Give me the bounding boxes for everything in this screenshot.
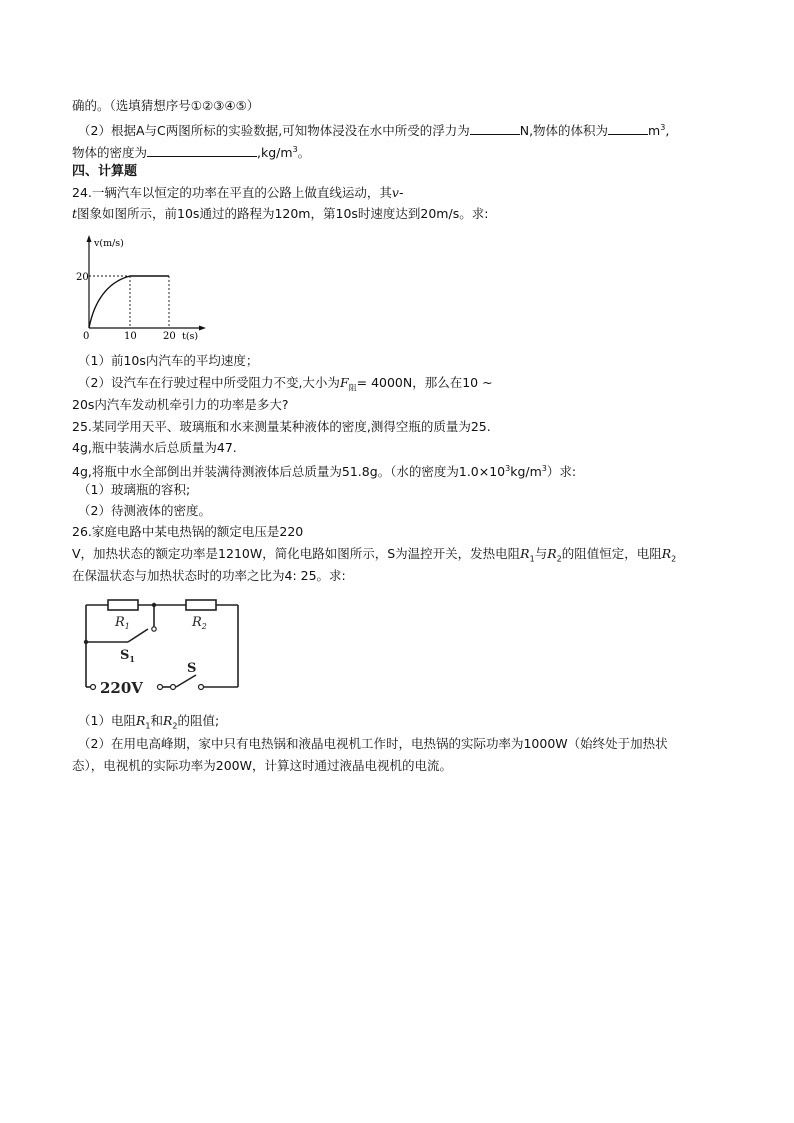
q25-line-1: 25.某同学用天平、玻璃瓶和水来测量某种液体的密度,测得空瓶的质量为25. xyxy=(72,419,491,434)
x-tick-20: 20 xyxy=(163,331,176,342)
q24-part-2: （2）设汽车在行驶过程中所受阻力不变,大小为$F_阻= 4000N$，那么在10 ~ xyxy=(78,375,493,393)
q26-line-1: 26.家庭电路中某电热锅的额定电压是220 xyxy=(72,524,304,539)
terminal xyxy=(152,627,156,631)
section-heading: 四、计算题 xyxy=(72,164,138,179)
q24-part-2-cont: 20s内汽车发动机牵引力的功率是多大? xyxy=(72,397,289,412)
x-tick-0: 0 xyxy=(83,331,90,342)
q26-part-1: （1）电阻$R_1$和$R_2$的阻值; xyxy=(78,713,220,731)
line-2: （2）根据A与C两图所标的实验数据,可知物体浸没在水中所受的浮力为 N,物体的体积为 $m^3$, xyxy=(78,123,670,138)
label-s: S xyxy=(187,661,197,676)
y-tick-20: 20 xyxy=(76,272,89,283)
q25-part-1: （1）玻璃瓶的容积; xyxy=(78,482,191,497)
blank-buoyancy[interactable] xyxy=(470,122,520,135)
terminal xyxy=(199,685,204,690)
y-axis-arrow xyxy=(87,235,92,242)
switch-s-blade xyxy=(176,675,196,687)
q26-part-2-cont: 态），电视机的实际功率为200W，计算这时通过液晶电视机的电流。 xyxy=(72,758,452,773)
q24-line-1: 24.一辆汽车以恒定的功率在平直的公路上做直线运动，其v- xyxy=(72,185,404,200)
q25-part-2: （2）待测液体的密度。 xyxy=(78,503,211,518)
q26-part-2: （2）在用电高峰期，家中只有电热锅和液晶电视机工作时，电热锅的实际功率为1000W（始终处于加热状 xyxy=(78,736,668,751)
x-axis-arrow xyxy=(199,326,206,331)
q24-part-1: （1）前10s内汽车的平均速度； xyxy=(78,353,259,368)
blank-density[interactable] xyxy=(147,144,257,157)
q24-line-2: t图象如图所示，前10s通过的路程为120m，第10s时速度达到20m/s。求: xyxy=(72,206,489,221)
terminal xyxy=(91,685,96,690)
terminal xyxy=(171,685,176,690)
x-tick-10: 10 xyxy=(124,331,137,342)
junction-dot xyxy=(84,640,88,644)
junction-dot xyxy=(152,603,156,607)
blank-volume[interactable] xyxy=(608,122,648,135)
label-voltage: 220V xyxy=(100,679,143,697)
q26-line-2: V，加热状态的额定功率是1210W，简化电路如图所示，S为温控开关，发热电阻$R_1$与$R_2$的阻值恒定，电阻$R_2$ xyxy=(72,546,677,564)
line-1: 确的。（选填猜想序号①②③④⑤） xyxy=(72,98,260,113)
x-axis-label: t(s) xyxy=(182,331,199,342)
velocity-time-graph xyxy=(72,232,212,344)
y-axis-label: v(m/s) xyxy=(94,238,124,249)
switch-s1-blade xyxy=(128,629,148,642)
resistor-r1 xyxy=(108,600,138,610)
line-3: 物体的密度为 $,kg/m^3$。 xyxy=(72,145,311,160)
terminal xyxy=(158,685,163,690)
label-r2: $R_2$ xyxy=(192,615,207,631)
circuit-diagram xyxy=(78,595,248,703)
label-r1: $R_1$ xyxy=(115,615,130,631)
label-s1: $S_1$ xyxy=(120,648,135,664)
q25-line-2: 4g,瓶中装满水后总质量为47. xyxy=(72,440,237,455)
q26-line-3: 在保温状态与加热状态时的功率之比为4: 25。求: xyxy=(72,568,346,583)
q25-line-3: 4g,将瓶中水全部倒出并装满待测液体后总质量为51.8g。（水的密度为$1.0\times 10^3kg/m^3$）求: xyxy=(72,464,577,479)
velocity-curve xyxy=(89,276,130,328)
resistor-r2 xyxy=(186,600,216,610)
